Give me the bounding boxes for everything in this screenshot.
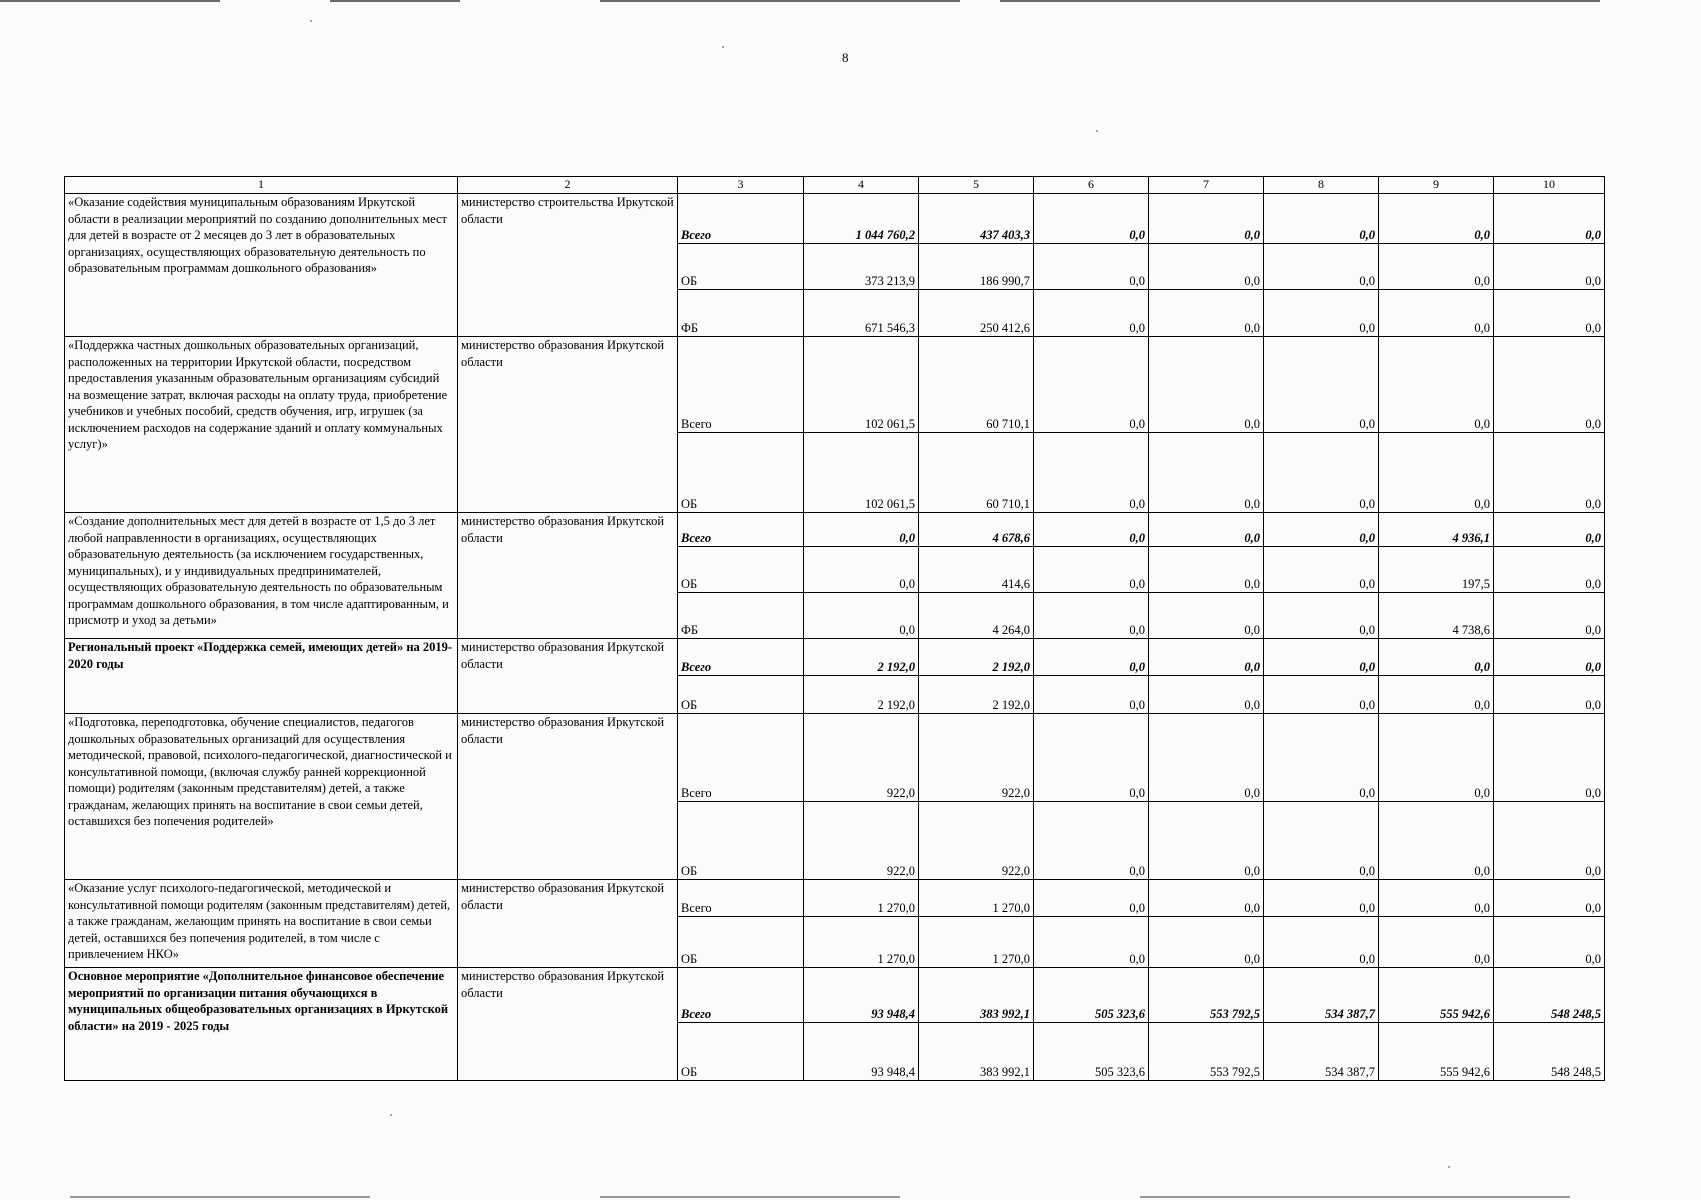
amount-cell: 383 992,1 <box>919 968 1034 1023</box>
amount-cell: 548 248,5 <box>1494 968 1605 1023</box>
scan-speck <box>722 46 724 48</box>
budget-table <box>64 176 1605 1081</box>
amount-cell: 93 948,4 <box>804 1023 919 1081</box>
amount-cell: 505 323,6 <box>1034 968 1149 1023</box>
amount-cell: 0,0 <box>1379 639 1494 676</box>
amount-cell: 0,0 <box>1264 714 1379 802</box>
amount-cell: 1 270,0 <box>804 917 919 968</box>
amount-cell: 0,0 <box>1379 714 1494 802</box>
amount-cell: 0,0 <box>1264 513 1379 547</box>
amount-cell: 197,5 <box>1379 547 1494 593</box>
amount-cell: 0,0 <box>1494 593 1605 639</box>
amount-cell: 0,0 <box>1149 337 1264 433</box>
amount-cell: 922,0 <box>804 802 919 880</box>
amount-cell: 0,0 <box>1149 194 1264 244</box>
amount-cell: 4 738,6 <box>1379 593 1494 639</box>
amount-cell: 505 323,6 <box>1034 1023 1149 1081</box>
amount-cell: 0,0 <box>1379 244 1494 290</box>
column-number: 10 <box>1494 177 1605 194</box>
amount-cell: 555 942,6 <box>1379 1023 1494 1081</box>
amount-cell: 0,0 <box>1034 917 1149 968</box>
executor-name: министерство строительства Иркутской области <box>458 194 678 337</box>
funding-source: ФБ <box>678 290 804 337</box>
column-number: 2 <box>458 177 678 194</box>
amount-cell: 60 710,1 <box>919 433 1034 513</box>
amount-cell: 0,0 <box>1494 639 1605 676</box>
amount-cell: 0,0 <box>1379 290 1494 337</box>
executor-name: министерство образования Иркутской области <box>458 337 678 513</box>
funding-source: ОБ <box>678 676 804 714</box>
amount-cell: 0,0 <box>1149 639 1264 676</box>
amount-cell: 0,0 <box>1034 593 1149 639</box>
amount-cell: 0,0 <box>1379 433 1494 513</box>
amount-cell: 2 192,0 <box>804 676 919 714</box>
scan-edge-line <box>70 1196 370 1198</box>
amount-cell: 0,0 <box>804 513 919 547</box>
amount-cell: 4 936,1 <box>1379 513 1494 547</box>
amount-cell: 1 270,0 <box>804 880 919 917</box>
amount-cell: 0,0 <box>804 593 919 639</box>
amount-cell: 922,0 <box>919 802 1034 880</box>
table-row <box>65 194 1605 244</box>
amount-cell: 383 992,1 <box>919 1023 1034 1081</box>
amount-cell: 0,0 <box>1494 676 1605 714</box>
amount-cell: 0,0 <box>1494 802 1605 880</box>
amount-cell: 0,0 <box>1494 880 1605 917</box>
amount-cell: 250 412,6 <box>919 290 1034 337</box>
amount-cell: 922,0 <box>804 714 919 802</box>
amount-cell: 0,0 <box>1264 547 1379 593</box>
amount-cell: 4 264,0 <box>919 593 1034 639</box>
funding-source: Всего <box>678 639 804 676</box>
funding-source: ОБ <box>678 547 804 593</box>
amount-cell: 0,0 <box>1034 547 1149 593</box>
activity-name: Региональный проект «Поддержка семей, имеющих детей» на 2019-2020 годы <box>65 639 458 714</box>
funding-source: Всего <box>678 714 804 802</box>
scan-edge-line <box>330 0 460 2</box>
activity-name: «Оказание услуг психолого-педагогической, методической и консультативной помощи родителям (законным представителям) детей, а также гражданам, желающим принять на воспитание в свои семьи детей, оставшихся без попечения родителей, в том числе с привлечением НКО» <box>65 880 458 968</box>
column-number-row <box>65 177 1605 194</box>
amount-cell: 0,0 <box>1034 880 1149 917</box>
funding-source: Всего <box>678 337 804 433</box>
funding-source: ОБ <box>678 433 804 513</box>
amount-cell: 0,0 <box>1494 290 1605 337</box>
activity-name: «Поддержка частных дошкольных образовательных организаций, расположенных на территории Иркутской области, посредством предоставления указанным образовательным организациям субсидий на возмещение затрат, включая расходы на оплату труда, приобретение учебников и учебных пособий, средств обучения, игр, игрушек (за исключением расходов на содержание зданий и оплату коммунальных услуг)» <box>65 337 458 513</box>
amount-cell: 0,0 <box>1034 676 1149 714</box>
amount-cell: 93 948,4 <box>804 968 919 1023</box>
table-row <box>65 714 1605 802</box>
amount-cell: 0,0 <box>1149 676 1264 714</box>
amount-cell: 0,0 <box>1149 880 1264 917</box>
table-body <box>65 194 1605 1081</box>
amount-cell: 0,0 <box>1149 802 1264 880</box>
amount-cell: 0,0 <box>1494 244 1605 290</box>
amount-cell: 1 044 760,2 <box>804 194 919 244</box>
amount-cell: 0,0 <box>1379 337 1494 433</box>
scan-speck <box>310 20 312 22</box>
funding-source: ОБ <box>678 1023 804 1081</box>
amount-cell: 102 061,5 <box>804 433 919 513</box>
amount-cell: 0,0 <box>1264 639 1379 676</box>
amount-cell: 0,0 <box>1494 337 1605 433</box>
amount-cell: 553 792,5 <box>1149 1023 1264 1081</box>
column-number: 4 <box>804 177 919 194</box>
activity-name: «Подготовка, переподготовка, обучение специалистов, педагогов дошкольных образовательных организаций для осуществления методической, правовой, психолого-педагогической, диагностической и консультативной помощи, (включая службу ранней коррекционной помощи) родителям (законным представителям) детей, а также гражданам, желающих принять на воспитание в свои семьи детей, оставшихся без попечения родителей» <box>65 714 458 880</box>
amount-cell: 0,0 <box>1264 244 1379 290</box>
table-row <box>65 968 1605 1023</box>
amount-cell: 534 387,7 <box>1264 1023 1379 1081</box>
table-row <box>65 639 1605 676</box>
amount-cell: 922,0 <box>919 714 1034 802</box>
amount-cell: 0,0 <box>1494 513 1605 547</box>
amount-cell: 0,0 <box>1494 917 1605 968</box>
funding-source: ОБ <box>678 802 804 880</box>
amount-cell: 0,0 <box>1264 917 1379 968</box>
amount-cell: 0,0 <box>1494 433 1605 513</box>
amount-cell: 0,0 <box>1034 337 1149 433</box>
amount-cell: 0,0 <box>1034 194 1149 244</box>
scan-edge-line <box>600 1196 900 1198</box>
amount-cell: 0,0 <box>1264 802 1379 880</box>
amount-cell: 4 678,6 <box>919 513 1034 547</box>
column-number: 5 <box>919 177 1034 194</box>
executor-name: министерство образования Иркутской области <box>458 513 678 639</box>
amount-cell: 0,0 <box>1149 593 1264 639</box>
amount-cell: 0,0 <box>1149 547 1264 593</box>
page-number: 8 <box>842 50 849 65</box>
amount-cell: 0,0 <box>1149 513 1264 547</box>
executor-name: министерство образования Иркутской области <box>458 968 678 1081</box>
amount-cell: 0,0 <box>1494 194 1605 244</box>
column-number: 9 <box>1379 177 1494 194</box>
scan-edge-line <box>1140 1196 1570 1198</box>
amount-cell: 0,0 <box>804 547 919 593</box>
amount-cell: 0,0 <box>1494 547 1605 593</box>
amount-cell: 0,0 <box>1034 714 1149 802</box>
executor-name: министерство образования Иркутской области <box>458 880 678 968</box>
executor-name: министерство образования Иркутской области <box>458 639 678 714</box>
activity-name: «Создание дополнительных мест для детей в возрасте от 1,5 до 3 лет любой направленности в организациях, осуществляющих образовательную деятельность (за исключением государственных, муниципальных), и у индивидуальных предпринимателей, осуществляющих образовательную деятельность по образовательным программам дошкольного образования, в том числе адаптированным, и присмотр и уход за детьми» <box>65 513 458 639</box>
activity-name: «Оказание содействия муниципальным образованиям Иркутской области в реализации мероприятий по созданию дополнительных мест для детей в возрасте от 2 месяцев до 3 лет в образовательных организациях, осуществляющих образовательную деятельность по образовательным программам дошкольного образования» <box>65 194 458 337</box>
amount-cell: 0,0 <box>1034 513 1149 547</box>
activity-name: Основное мероприятие «Дополнительное финансовое обеспечение мероприятий по организации питания обучающихся в муниципальных общеобразовательных организациях в Иркутской области» на 2019 - 2025 годы <box>65 968 458 1081</box>
funding-source: ОБ <box>678 917 804 968</box>
scan-edge-line <box>600 0 960 2</box>
amount-cell: 0,0 <box>1494 714 1605 802</box>
executor-name: министерство образования Иркутской области <box>458 714 678 880</box>
amount-cell: 0,0 <box>1149 714 1264 802</box>
amount-cell: 0,0 <box>1264 880 1379 917</box>
funding-source: ОБ <box>678 244 804 290</box>
amount-cell: 0,0 <box>1264 290 1379 337</box>
amount-cell: 0,0 <box>1379 917 1494 968</box>
amount-cell: 0,0 <box>1264 194 1379 244</box>
amount-cell: 0,0 <box>1379 676 1494 714</box>
table-row <box>65 880 1605 917</box>
scan-edge-line <box>0 0 220 2</box>
amount-cell: 0,0 <box>1379 880 1494 917</box>
amount-cell: 671 546,3 <box>804 290 919 337</box>
column-number: 1 <box>65 177 458 194</box>
table-row <box>65 513 1605 547</box>
amount-cell: 0,0 <box>1149 433 1264 513</box>
column-number: 3 <box>678 177 804 194</box>
amount-cell: 1 270,0 <box>919 880 1034 917</box>
amount-cell: 1 270,0 <box>919 917 1034 968</box>
amount-cell: 0,0 <box>1149 917 1264 968</box>
amount-cell: 373 213,9 <box>804 244 919 290</box>
amount-cell: 0,0 <box>1264 676 1379 714</box>
amount-cell: 0,0 <box>1149 290 1264 337</box>
amount-cell: 2 192,0 <box>804 639 919 676</box>
amount-cell: 0,0 <box>1149 244 1264 290</box>
scan-speck <box>390 1114 392 1116</box>
amount-cell: 0,0 <box>1034 244 1149 290</box>
amount-cell: 548 248,5 <box>1494 1023 1605 1081</box>
funding-source: Всего <box>678 968 804 1023</box>
amount-cell: 2 192,0 <box>919 676 1034 714</box>
amount-cell: 186 990,7 <box>919 244 1034 290</box>
amount-cell: 414,6 <box>919 547 1034 593</box>
amount-cell: 0,0 <box>1379 802 1494 880</box>
scan-edge-line <box>1000 0 1600 2</box>
amount-cell: 0,0 <box>1379 194 1494 244</box>
amount-cell: 0,0 <box>1264 337 1379 433</box>
amount-cell: 0,0 <box>1264 593 1379 639</box>
funding-source: Всего <box>678 194 804 244</box>
amount-cell: 0,0 <box>1034 290 1149 337</box>
funding-source: Всего <box>678 880 804 917</box>
funding-source: ФБ <box>678 593 804 639</box>
amount-cell: 60 710,1 <box>919 337 1034 433</box>
column-number: 8 <box>1264 177 1379 194</box>
table-row <box>65 337 1605 433</box>
column-number: 6 <box>1034 177 1149 194</box>
amount-cell: 437 403,3 <box>919 194 1034 244</box>
amount-cell: 553 792,5 <box>1149 968 1264 1023</box>
column-number: 7 <box>1149 177 1264 194</box>
amount-cell: 555 942,6 <box>1379 968 1494 1023</box>
amount-cell: 0,0 <box>1034 639 1149 676</box>
scan-speck <box>1448 1166 1450 1168</box>
scan-speck <box>1096 130 1098 132</box>
amount-cell: 0,0 <box>1034 802 1149 880</box>
funding-source: Всего <box>678 513 804 547</box>
amount-cell: 534 387,7 <box>1264 968 1379 1023</box>
amount-cell: 2 192,0 <box>919 639 1034 676</box>
amount-cell: 0,0 <box>1034 433 1149 513</box>
amount-cell: 0,0 <box>1264 433 1379 513</box>
amount-cell: 102 061,5 <box>804 337 919 433</box>
